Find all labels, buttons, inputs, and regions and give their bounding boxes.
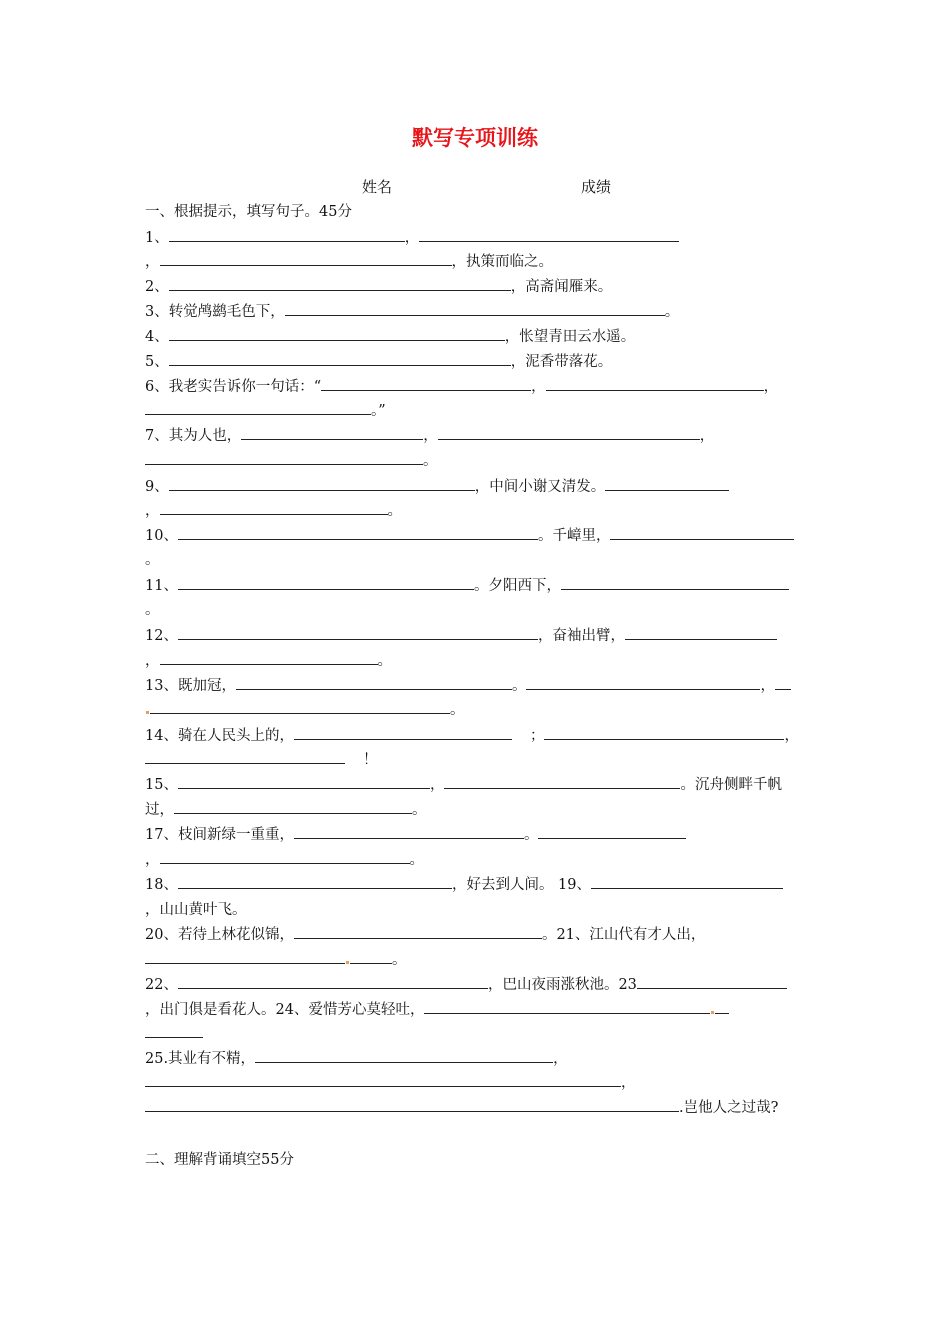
name-label: 姓名 xyxy=(362,178,393,196)
answer-blank[interactable] xyxy=(160,501,388,515)
answer-blank[interactable] xyxy=(145,1024,203,1038)
answer-blank[interactable] xyxy=(241,426,423,440)
mark-dot xyxy=(346,961,349,964)
answer-blank[interactable] xyxy=(255,1049,553,1063)
question-1-line-2: ， ，执策而临之。 xyxy=(145,254,553,270)
answer-blank[interactable] xyxy=(526,676,760,690)
question-11-line-1: 11、 。夕阳西下， xyxy=(145,576,789,596)
question-24-line-2 xyxy=(145,1024,203,1044)
answer-blank[interactable] xyxy=(169,352,511,366)
answer-blank[interactable] xyxy=(145,950,345,964)
question-13-line-2: 。 xyxy=(145,700,465,720)
answer-blank[interactable] xyxy=(145,1098,679,1112)
question-25-line-2: ， xyxy=(145,1073,636,1093)
question-9-line-1: 9、 ，中间小谢又清发。 xyxy=(145,477,729,497)
answer-blank[interactable] xyxy=(610,526,794,540)
question-6-line-1: 6、我老实告诉你一句话：“ ， ， xyxy=(145,379,779,395)
answer-blank[interactable] xyxy=(169,277,511,291)
question-6-line-2: 。” xyxy=(145,401,386,421)
section-2-heading: 二、理解背诵填空55分 xyxy=(145,1152,294,1168)
question-21-line-2: 。 xyxy=(145,950,407,970)
answer-blank[interactable] xyxy=(438,426,700,440)
question-10-line-1: 10、 。千嶂里， xyxy=(145,526,794,546)
answer-blank[interactable] xyxy=(150,700,450,714)
answer-blank[interactable] xyxy=(174,800,412,814)
question-25-line-3: .岂他人之过哉? xyxy=(145,1098,778,1118)
question-15-line-2: 过， 。 xyxy=(145,802,427,818)
question-22-line-1: 22、 ，巴山夜雨涨秋池。23 xyxy=(145,975,787,995)
answer-blank[interactable] xyxy=(538,825,686,839)
answer-blank[interactable] xyxy=(625,626,777,640)
answer-blank[interactable] xyxy=(637,975,787,989)
question-13-line-1: 13、既加冠， 。 ， xyxy=(145,676,791,696)
answer-blank[interactable] xyxy=(178,975,488,989)
answer-blank[interactable] xyxy=(444,775,680,789)
question-14-line-2: ！ xyxy=(145,750,378,770)
question-9-line-2: ， 。 xyxy=(145,503,402,519)
page-title: 默写专项训练 xyxy=(412,126,538,150)
question-17-line-1: 17、枝间新绿一重重， 。 xyxy=(145,825,686,845)
answer-blank[interactable] xyxy=(544,726,784,740)
question-10-line-2: 。 xyxy=(145,552,160,568)
answer-blank[interactable] xyxy=(350,950,392,964)
mark-dot xyxy=(711,1011,714,1014)
answer-blank[interactable] xyxy=(145,750,345,764)
score-label: 成绩 xyxy=(581,178,612,196)
answer-blank[interactable] xyxy=(419,228,679,242)
question-25-line-1: 25.其业有不精， ， xyxy=(145,1051,568,1067)
answer-blank[interactable] xyxy=(178,775,430,789)
answer-blank[interactable] xyxy=(169,477,475,491)
answer-blank[interactable] xyxy=(178,526,538,540)
answer-blank[interactable] xyxy=(145,401,371,415)
question-1-line-1: 1、 ， xyxy=(145,228,679,248)
question-12-line-2: ， 。 xyxy=(145,653,392,669)
answer-blank[interactable] xyxy=(160,252,452,266)
answer-blank[interactable] xyxy=(178,576,474,590)
answer-blank[interactable] xyxy=(169,228,405,242)
question-19-line-2: ，山山黄叶飞。 xyxy=(145,902,247,918)
answer-blank[interactable] xyxy=(715,1000,729,1014)
question-20-line-1: 20、若待上林花似锦， 。21、江山代有才人出， xyxy=(145,927,706,943)
question-3: 3、转觉鸬鹚毛色下， 。 xyxy=(145,304,680,320)
answer-blank[interactable] xyxy=(591,875,783,889)
answer-blank[interactable] xyxy=(561,576,789,590)
answer-blank[interactable] xyxy=(169,327,505,341)
question-15-line-1: 15、 ， 。沉舟侧畔千帆 xyxy=(145,777,782,793)
answer-blank[interactable] xyxy=(321,377,531,391)
question-24-line-1: ，出门俱是看花人。24、爱惜芳心莫轻吐， xyxy=(145,1000,729,1020)
section-1-heading: 一、根据提示，填写句子。45分 xyxy=(145,204,352,220)
answer-blank[interactable] xyxy=(160,651,378,665)
question-17-line-2: ， 。 xyxy=(145,852,424,868)
answer-blank[interactable] xyxy=(178,875,452,889)
answer-blank[interactable] xyxy=(424,1000,710,1014)
question-7-line-1: 7、其为人也， ， ， xyxy=(145,428,715,444)
question-4: 4、 ，怅望青田云水遥。 xyxy=(145,329,636,345)
question-18-line-1: 18、 ，好去到人间。 19、 xyxy=(145,875,783,895)
question-2: 2、 ，高斋闻雁来。 xyxy=(145,279,613,295)
question-7-line-2: 。 xyxy=(145,451,438,471)
question-5: 5、 ，泥香带落花。 xyxy=(145,354,613,370)
answer-blank[interactable] xyxy=(160,850,410,864)
answer-blank[interactable] xyxy=(294,925,542,939)
question-14-line-1: 14、骑在人民头上的， ； ， xyxy=(145,728,799,744)
answer-blank[interactable] xyxy=(546,377,764,391)
answer-blank[interactable] xyxy=(145,1073,621,1087)
question-12-line-1: 12、 ，奋袖出臂， xyxy=(145,626,777,646)
answer-blank[interactable] xyxy=(294,825,524,839)
answer-blank[interactable] xyxy=(294,726,512,740)
answer-blank[interactable] xyxy=(605,477,729,491)
answer-blank[interactable] xyxy=(145,451,423,465)
answer-blank[interactable] xyxy=(178,626,538,640)
answer-blank[interactable] xyxy=(285,302,665,316)
question-11-line-2: 。 xyxy=(145,602,160,618)
answer-blank[interactable] xyxy=(236,676,512,690)
answer-blank[interactable] xyxy=(775,676,791,690)
mark-dot xyxy=(146,711,149,714)
